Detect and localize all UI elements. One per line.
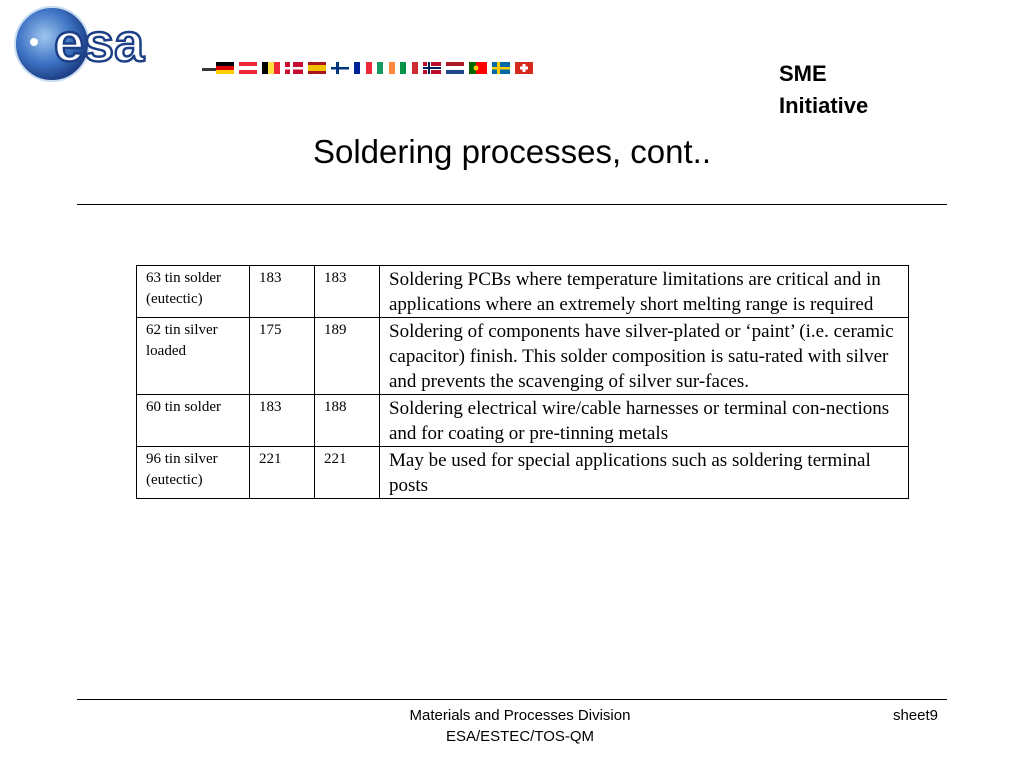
sheet-number: sheet9 [892, 707, 938, 724]
table-row [137, 395, 909, 447]
value-cell-2: 189 [315, 318, 380, 395]
slide-title: Soldering processes, cont.. [312, 133, 712, 170]
value-cell-1: 183 [250, 395, 315, 447]
table-row [137, 447, 909, 499]
esa-logo [12, 4, 542, 86]
alloy-cell: 63 tin solder (eutectic) [137, 266, 250, 318]
alloy-cell: 96 tin silver (eutectic) [137, 447, 250, 499]
member-flags [216, 62, 533, 74]
value-cell-1: 183 [250, 266, 315, 318]
value-cell-2: 183 [315, 266, 380, 318]
sme-line-2: Initiative [779, 93, 869, 118]
description-cell: Soldering electrical wire/cable harnesses or terminal con-nections and for coating or pre-tinning metals [380, 395, 909, 447]
value-cell-1: 175 [250, 318, 315, 395]
solder-table [136, 265, 909, 499]
table-row [137, 266, 909, 318]
table-row [137, 318, 909, 395]
esa-logo-lettering: esa [54, 13, 145, 73]
footer-division [370, 705, 670, 747]
description-cell: Soldering of components have silver-plated or ‘paint’ (i.e. ceramic capacitor) finish. This solder composition is satu-rated with silver and prevents the scavenging of silver sur-faces. [380, 318, 909, 395]
footer-line-1: Materials and Processes Division [409, 707, 631, 724]
value-cell-1: 221 [250, 447, 315, 499]
alloy-cell: 62 tin silver loaded [137, 318, 250, 395]
description-cell: Soldering PCBs where temperature limitations are critical and in applications where an extremely short melting range is required [380, 266, 909, 318]
esa-logo-graphic [12, 4, 542, 86]
footer-divider [77, 699, 947, 700]
sme-line-1: SME [779, 61, 827, 86]
header-divider [77, 204, 947, 205]
alloy-cell: 60 tin solder [137, 395, 250, 447]
footer-line-2: ESA/ESTEC/TOS-QM [445, 728, 595, 745]
value-cell-2: 221 [315, 447, 380, 499]
sme-initiative-label [779, 58, 919, 122]
value-cell-2: 188 [315, 395, 380, 447]
description-cell: May be used for special applications such as soldering terminal posts [380, 447, 909, 499]
